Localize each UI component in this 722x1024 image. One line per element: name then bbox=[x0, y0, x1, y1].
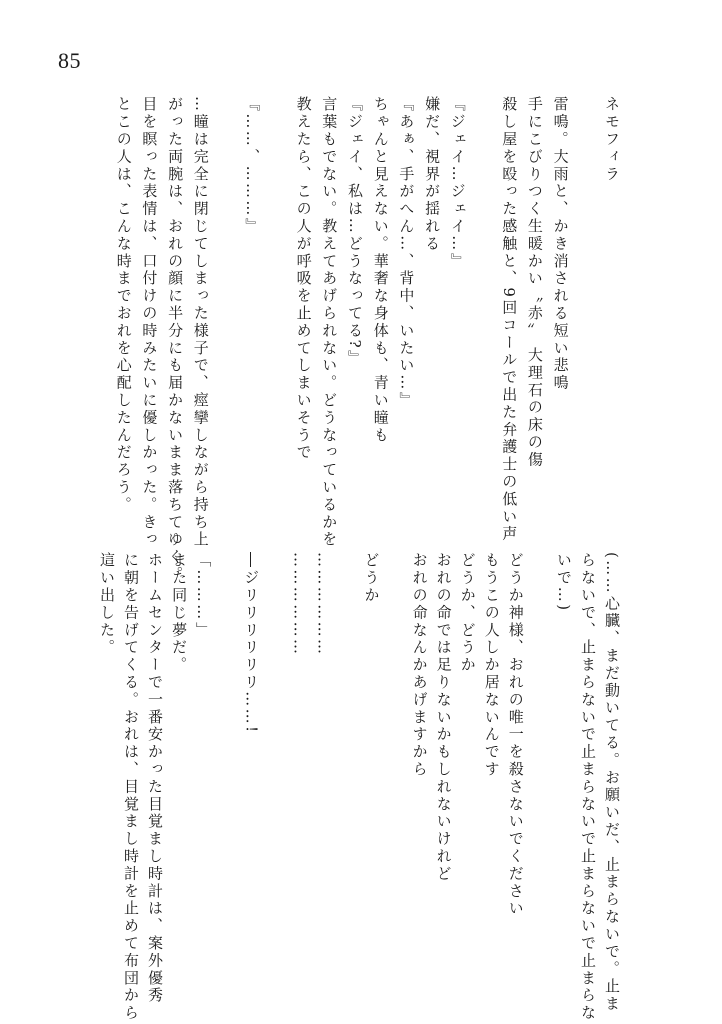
text-column: 手にこびりつく生暖かい〝赤〟 大理石の床の傷 bbox=[525, 96, 544, 469]
text-column: 「………」 bbox=[194, 552, 213, 639]
text-column: ―ジリリリリリリ……! bbox=[242, 552, 261, 735]
text-column: 目を瞑った表情は、口付けの時みたいに優しかった。きっ bbox=[140, 96, 159, 549]
text-column: どうか、どうか bbox=[458, 552, 477, 674]
text-column: (……心臓、まだ動いてる。お願いだ、止まらないで。止ま bbox=[603, 552, 621, 1013]
text-column: ちゃんと見えない。華奢な身体も、青い瞳も bbox=[371, 96, 390, 444]
text-column: ホームセンターで一番安かった目覚まし時計は、案外優秀 bbox=[146, 552, 165, 1005]
text-column: がった両腕は、おれの顔に半分にも届かないまま落ちてゆく。 bbox=[166, 96, 185, 584]
text-column: 『ジェイ…ジェイ…』 bbox=[448, 96, 467, 270]
text-column: ……………… bbox=[314, 552, 333, 657]
text-column: いで…) bbox=[554, 552, 573, 613]
text-column: もうこの人しか居ないんです bbox=[482, 552, 501, 779]
text-column: に朝を告げてくる。おれは、目覚まし時計を止めて布団から bbox=[122, 552, 140, 1022]
text-column: おれの命なんかあげますから bbox=[410, 552, 429, 779]
text-column: 這い出した。 bbox=[97, 552, 116, 657]
text-column: らないで、止まらないで止まらないで止まらないで止まらな bbox=[578, 552, 597, 1022]
text-column: 『ジェイ、私は…どうなってる?』 bbox=[346, 96, 364, 368]
text-column: 嫌だ、視界が揺れる bbox=[423, 96, 442, 253]
text-column: 『……、………』 bbox=[243, 96, 262, 236]
text-column: 教えたら、この人が呼吸を止めてしまいそうで bbox=[294, 96, 313, 462]
text-column: とこの人は、こんな時までおれを心配したんだろう。 bbox=[114, 96, 133, 514]
text-column: 殺し屋を殴った感触と、9回コールで出た弁護士の低い声 bbox=[500, 96, 519, 543]
text-column: どうか神様、おれの唯一を殺さないでください bbox=[506, 552, 525, 918]
text-column: 『あぁ、手がへん…、背中、いたい…』 bbox=[397, 96, 416, 410]
text-column: また同じ夢だ。 bbox=[170, 552, 189, 674]
text-column: ネモフィラ bbox=[603, 96, 621, 183]
text-column: 言葉もでない。教えてあげられない。どうなっているかを bbox=[320, 96, 339, 549]
page-number: 85 bbox=[58, 48, 81, 73]
text-column: どうか bbox=[362, 552, 381, 605]
text-column: おれの命では足りないかもしれないけれど bbox=[434, 552, 453, 883]
text-column: 雷鳴。大雨と、かき消される短い悲鳴 bbox=[551, 96, 570, 392]
text-column: …瞳は完全に閉じてしまった様子で、痙攣しながら持ち上 bbox=[191, 96, 210, 549]
text-column: ……………… bbox=[290, 552, 309, 657]
